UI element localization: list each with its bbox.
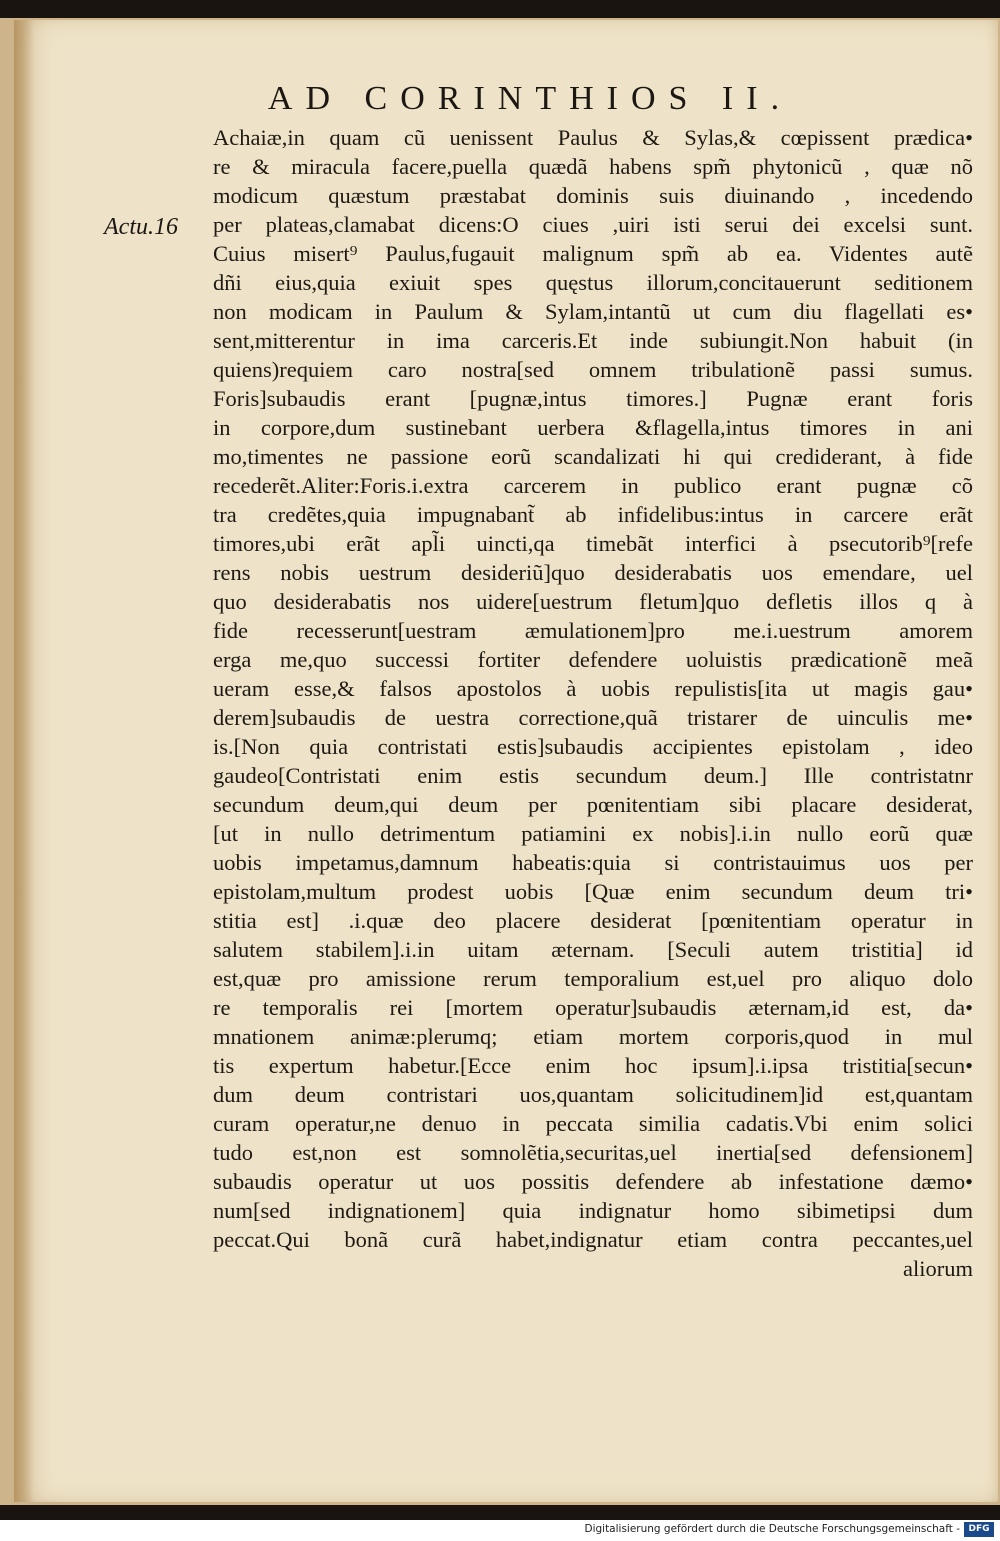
- text-line: mnationem animæ:plerumq; etiam mortem corporis,quod in mul: [213, 1024, 973, 1049]
- text-line: modicum quæstum præstabat dominis suis diuinando , incedendo: [213, 183, 973, 208]
- text-line: in corpore,dum sustinebant uerbera &flagella,intus timores in ani: [213, 415, 973, 440]
- gutter-shadow: [14, 20, 34, 1502]
- text-line: curam operatur,ne denuo in peccata similia cadatis.Vbi enim solici: [213, 1111, 973, 1136]
- text-line: fide recesserunt[uestram æmulationem]pro me.i.uestrum amorem: [213, 618, 973, 643]
- text-line: mo,timentes ne passione eorũ scandalizati hi qui crediderant, à fide: [213, 444, 973, 469]
- text-line: peccat.Qui bonã curã habet,indignatur etiam contra peccantes,uel: [213, 1227, 973, 1252]
- dfg-logo: DFG: [964, 1522, 994, 1537]
- text-line: derem]subaudis de uestra correctione,quã tristarer de uinculis me•: [213, 705, 973, 730]
- text-block: [213, 123, 973, 1283]
- text-line: dum deum contristari uos,quantam solicitudinem]id est,quantam: [213, 1082, 973, 1107]
- text-line: tudo est,non est somnolẽtia,securitas,uel inertia[sed defensionem]: [213, 1140, 973, 1165]
- text-line: aliorum: [903, 1256, 973, 1281]
- text-line: re temporalis rei [mortem operatur]subaudis æternam,id est, da•: [213, 995, 973, 1020]
- text-line: per plateas,clamabat dicens:O ciues ,uiri isti serui dei excelsi sunt.: [213, 212, 973, 237]
- text-line: quo desiderabatis nos uidere[uestrum fletum]quo defletis illos q à: [213, 589, 973, 614]
- text-line: rens nobis uestrum desideriũ]quo desiderabatis uos emendare, uel: [213, 560, 973, 585]
- text-line: is.[Non quia contristati estis]subaudis accipientes epistolam , ideo: [213, 734, 973, 759]
- margin-note: Actu.16: [104, 214, 178, 240]
- text-line: tis expertum habetur.[Ecce enim hoc ipsum].i.ipsa tristitia[secun•: [213, 1053, 973, 1078]
- text-line: salutem stabilem].i.in uitam æternam. [Seculi autem tristitia] id: [213, 937, 973, 962]
- text-line: re & miracula facere,puella quædã habens spm̃ phytonicũ , quæ nõ: [213, 154, 973, 179]
- text-line: uobis impetamus,damnum habeatis:quia si contristauimus uos per: [213, 850, 973, 875]
- text-line: gaudeo[Contristati enim estis secundum deum.] Ille contristatnr: [213, 763, 973, 788]
- text-line: epistolam,multum prodest uobis [Quæ enim secundum deum tri•: [213, 879, 973, 904]
- text-line: Cuius misert⁹ Paulus,fugauit malignum spm̃ ab ea. Videntes autẽ: [213, 241, 973, 266]
- text-line: secundum deum,qui deum per pœnitentiam sibi placare desiderat,: [213, 792, 973, 817]
- running-head: AD CORINTHIOS II.: [267, 80, 793, 117]
- text-line: quiens)requiem caro nostra[sed omnem tribulationẽ passi sumus.: [213, 357, 973, 382]
- text-line: [ut in nullo detrimentum patiamini ex nobis].i.in nullo eorũ quæ: [213, 821, 973, 846]
- text-line: sent,mitterentur in ima carceris.Et inde subiungit.Non habuit (in: [213, 328, 973, 353]
- text-line: Foris]subaudis erant [pugnæ,intus timores.] Pugnæ erant foris: [213, 386, 973, 411]
- text-line: Achaiæ,in quam cũ uenissent Paulus & Sylas,& cœpissent prædica•: [213, 125, 973, 150]
- text-line: erga me,quo successi fortiter defendere uoluistis prædicationẽ meã: [213, 647, 973, 672]
- text-line: num[sed indignationem] quia indignatur homo sibimetipsi dum: [213, 1198, 973, 1223]
- text-line: ueram esse,& falsos apostolos à uobis repulistis[ita ut magis gau•: [213, 676, 973, 701]
- text-line: timores,ubi erãt apl̃i uincti,qa timebãt interfici à psecutorib⁹[refe: [213, 531, 973, 556]
- footer-credit: Digitalisierung gefördert durch die Deutsche Forschungsgemeinschaft -: [584, 1523, 960, 1535]
- text-line: stitia est] .i.quæ deo placere desiderat [pœnitentiam operatur in: [213, 908, 973, 933]
- text-line: subaudis operatur ut uos possitis defendere ab infestatione dæmo•: [213, 1169, 973, 1194]
- text-line: tra credẽtes,quia impugnabant̃ ab infidelibus:intus in carcere erãt: [213, 502, 973, 527]
- text-line: non modicam in Paulum & Sylam,intantũ ut cum diu flagellati es•: [213, 299, 973, 324]
- text-line: est,quæ pro amissione rerum temporalium est,uel pro aliquo dolo: [213, 966, 973, 991]
- text-line: recederẽt.Aliter:Foris.i.extra carcerem in publico erant pugnæ cõ: [213, 473, 973, 498]
- text-line: dñi eius,quia exiuit spes quęstus illorum,concitauerunt seditionem: [213, 270, 973, 295]
